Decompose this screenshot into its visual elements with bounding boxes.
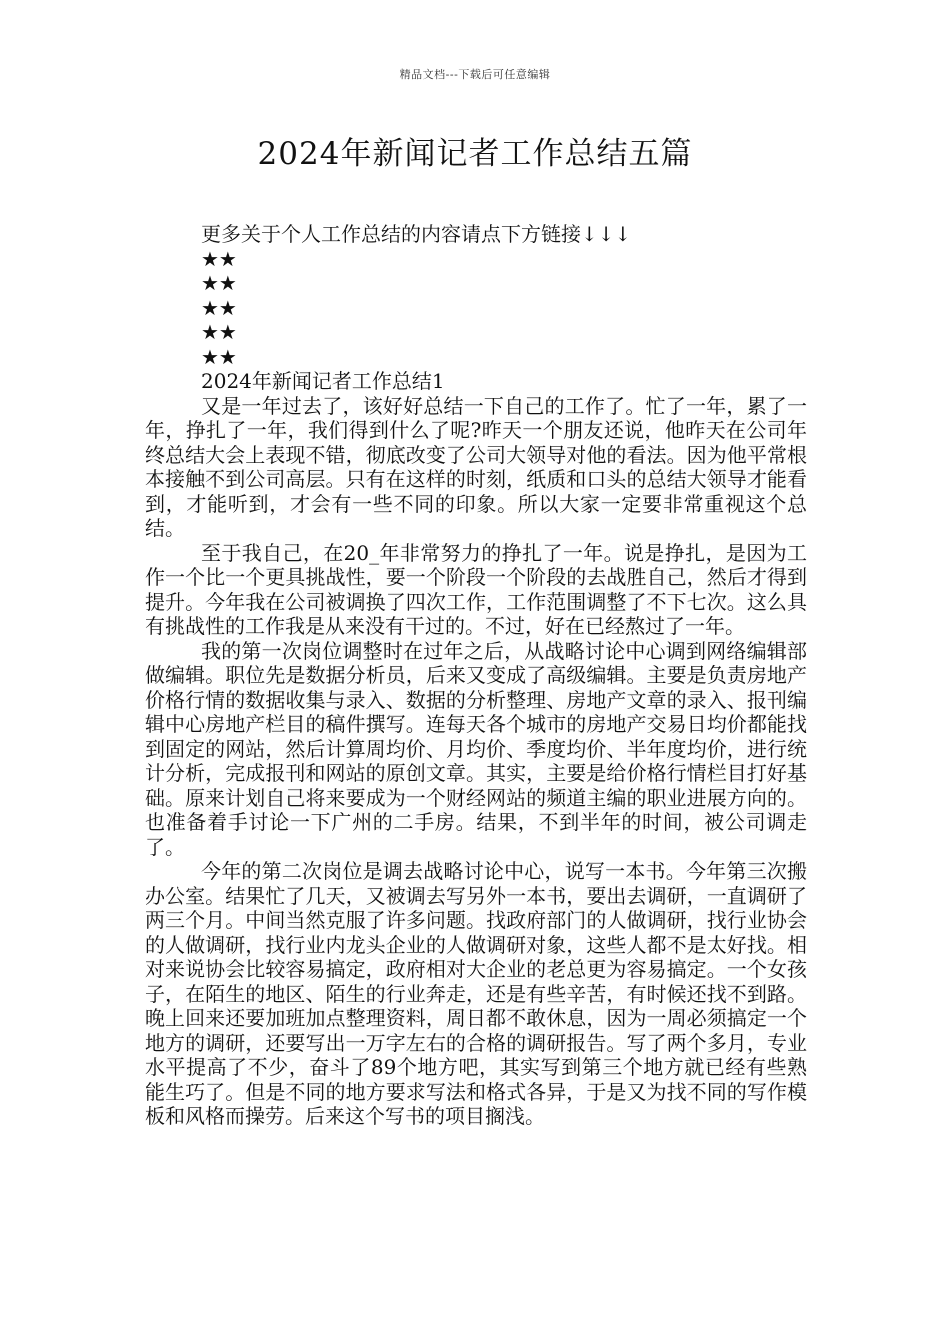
star-link-list bbox=[145, 247, 807, 370]
section-title: 2024年新闻记者工作总结1 bbox=[201, 369, 445, 393]
star-link[interactable]: ★★ bbox=[201, 320, 237, 344]
link-prompt[interactable]: 更多关于个人工作总结的内容请点下方链接↓↓↓ bbox=[201, 222, 632, 246]
document-body bbox=[145, 222, 807, 1129]
paragraph: 至于我自己，在20_年非常努力的挣扎了一年。说是挣扎，是因为工作一个比一个更具挑战性，要一个阶段一个阶段的去战胜自己，然后才得到提升。今年我在公司被调换了四次工作，工作范围调整了不下七次。这么具有挑战性的工作我是从来没有干过的。不过，好在已经熬过了一年。 bbox=[145, 540, 807, 638]
star-link[interactable]: ★★ bbox=[201, 295, 237, 320]
paragraph: 我的第一次岗位调整时在过年之后，从战略讨论中心调到网络编辑部做编辑。职位先是数据分析员，后来又变成了高级编辑。主要是负责房地产价格行情的数据收集与录入、数据的分析整理、房地产文章的录入、报刊编辑中心房地产栏目的稿件撰写。连每天各个城市的房地产交易日均价都能找到固定的网站，然后计算周均价、月均价、季度均价、半年度均价，进行统计分析，完成报刊和网站的原创文章。其实，主要是给价格行情栏目打好基础。原来计划自己将来要成为一个财经网站的频道主编的职业进展方向的。也准备着手讨论一下广州的二手房。结果，不到半年的时间，被公司调走了。 bbox=[145, 638, 807, 859]
paragraph: 今年的第二次岗位是调去战略讨论中心，说写一本书。今年第三次搬办公室。结果忙了几天，又被调去写另外一本书，要出去调研，一直调研了两三个月。中间当然克服了许多问题。找政府部门的人做调研，找行业协会的人做调研，找行业内龙头企业的人做调研对象，这些人都不是太好找。相对来说协会比较容易搞定，政府相对大企业的老总更为容易搞定。一个女孩子，在陌生的地区、陌生的行业奔走，还是有些辛苦，有时候还找不到路。晚上回来还要加班加点整理资料，周日都不敢休息，因为一周必须搞定一个地方的调研，还要写出一万字左右的合格的调研报告。写了两个多月，专业水平提高了不少，奋斗了89个地方吧，其实写到第三个地方就已经有些熟能生巧了。但是不同的地方要求写法和格式各异，于是又为找不同的写作模板和风格而操劳。后来这个写书的项目搁浅。 bbox=[145, 859, 807, 1128]
document-title: 2024年新闻记者工作总结五篇 bbox=[257, 136, 693, 172]
star-link[interactable]: ★★ bbox=[201, 246, 237, 271]
header-note: 精品文档---下载后可任意编辑 bbox=[399, 68, 551, 81]
paragraph: 又是一年过去了，该好好总结一下自己的工作了。忙了一年，累了一年，挣扎了一年，我们得到什么了呢?昨天一个朋友还说，他昨天在公司年终总结大会上表现不错，彻底改变了公司大领导对他的看法。因为他平常根本接触不到公司高层。只有在这样的时刻，纸质和口头的总结大领导才能看到，才能听到，才会有一些不同的印象。所以大家一定要非常重视这个总结。 bbox=[145, 393, 807, 540]
star-link[interactable]: ★★ bbox=[201, 271, 237, 295]
star-link[interactable]: ★★ bbox=[201, 344, 237, 369]
